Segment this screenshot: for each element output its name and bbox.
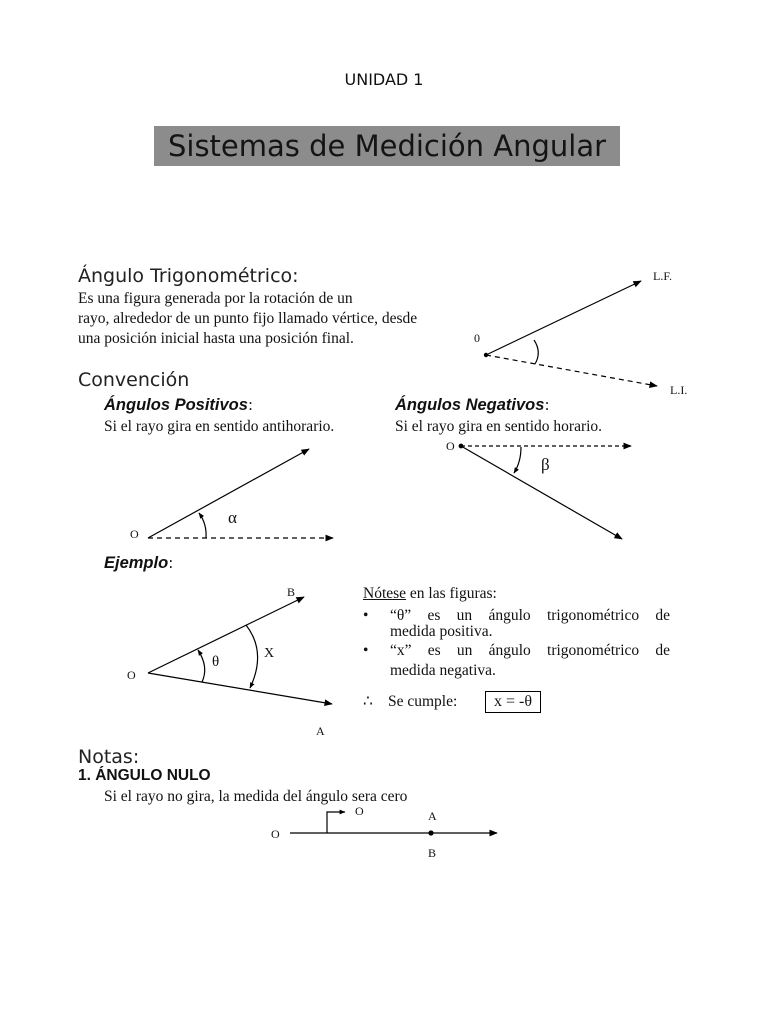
example-title: Ejemplo [104,554,169,572]
fig3-final-ray [461,446,622,539]
notes-heading: Notas: [78,746,140,768]
fig3-vertex-label: O [446,439,455,453]
conclusion-text: Se cumple: [388,693,458,710]
fig2-positive-angle [148,449,333,538]
fig3-angle-arc [514,447,521,473]
negative-angles-colon: : [544,396,550,414]
note-item-1-text: Si el rayo no gira, la medida del ángulo sera cero [104,788,408,805]
trig-angle-line-3: una posición inicial hasta una posición final. [78,330,354,347]
section-heading-convention: Convención [78,369,190,391]
therefore-symbol: ∴ [363,693,373,710]
fig1-trig-angle [484,281,657,386]
fig4-a-label: A [316,724,325,738]
negative-angles-text: Si el rayo gira en sentido horario. [395,418,603,435]
fig4-ray-ob [148,597,304,673]
fig4-theta-arc [198,650,205,682]
bullet-marker-2: • [363,642,369,659]
note-item-1-title: 1. ÁNGULO NULO [78,767,211,784]
fig4-x-arc [246,625,258,688]
fig1-final-ray [486,281,641,355]
note-rest: en las figuras: [406,585,497,602]
trig-angle-line-2: rayo, alrededor de un punto fijo llamado vértice, desde [78,310,418,327]
bullet-2-line-1: “x” es un ángulo trigonométrico de [390,642,670,659]
fig5-origin-label: O [271,827,280,841]
positive-angles-colon: : [247,396,253,414]
fig4-ray-oa [148,673,332,704]
fig2-alpha-label: α [228,508,237,527]
bullet-2-line-2: medida negativa. [390,662,496,679]
fig3-beta-label: β [541,455,550,474]
fig1-initial-ray [486,355,657,386]
bullet-marker-1: • [363,607,369,624]
section-heading-trig-angle: Ángulo Trigonométrico: [78,265,299,287]
fig3-negative-angle [459,444,631,539]
fig5-b-label: B [428,846,437,860]
fig5-a-label: A [428,809,437,823]
fig4-theta-label: θ [212,654,220,670]
fig5-point-dot [429,831,433,835]
fig4-x-label: X [264,646,275,661]
unit-label: UNIDAD 1 [344,70,424,89]
fig1-angle-arc [534,340,538,364]
negative-angles-title: Ángulos Negativos [395,396,545,414]
fig1-vertex-dot [484,353,487,356]
formula-box: x = -θ [485,691,541,713]
bullet-1-line-2: medida positiva. [390,623,493,640]
trig-angle-line-1: Es una figura generada por la rotación de un [78,290,353,307]
note-word: Nótese [363,585,407,602]
positive-angles-text: Si el rayo gira en sentido antihorario. [104,418,335,435]
fig1-vertex-label: 0 [474,331,480,345]
fig4-vertex-label: O [127,668,136,682]
fig4-example [148,597,332,704]
fig5-rotation-label: O [355,804,364,818]
fig5-rotation-marker [327,812,345,833]
fig5-null-angle [290,812,497,835]
fig4-b-label: B [287,585,296,599]
fig2-angle-arc [199,513,206,538]
fig1-initial-label: L.I. [670,383,688,397]
page-title: Sistemas de Medición Angular [167,129,607,163]
fig3-vertex-dot [459,444,463,448]
fig2-final-ray [148,449,309,538]
fig2-vertex-label: O [130,527,139,541]
bullet-1-line-1: “θ” es un ángulo trigonométrico de [390,607,670,624]
positive-angles-title: Ángulos Positivos [104,396,248,414]
example-colon: : [168,554,174,572]
fig1-final-label: L.F. [653,269,673,283]
